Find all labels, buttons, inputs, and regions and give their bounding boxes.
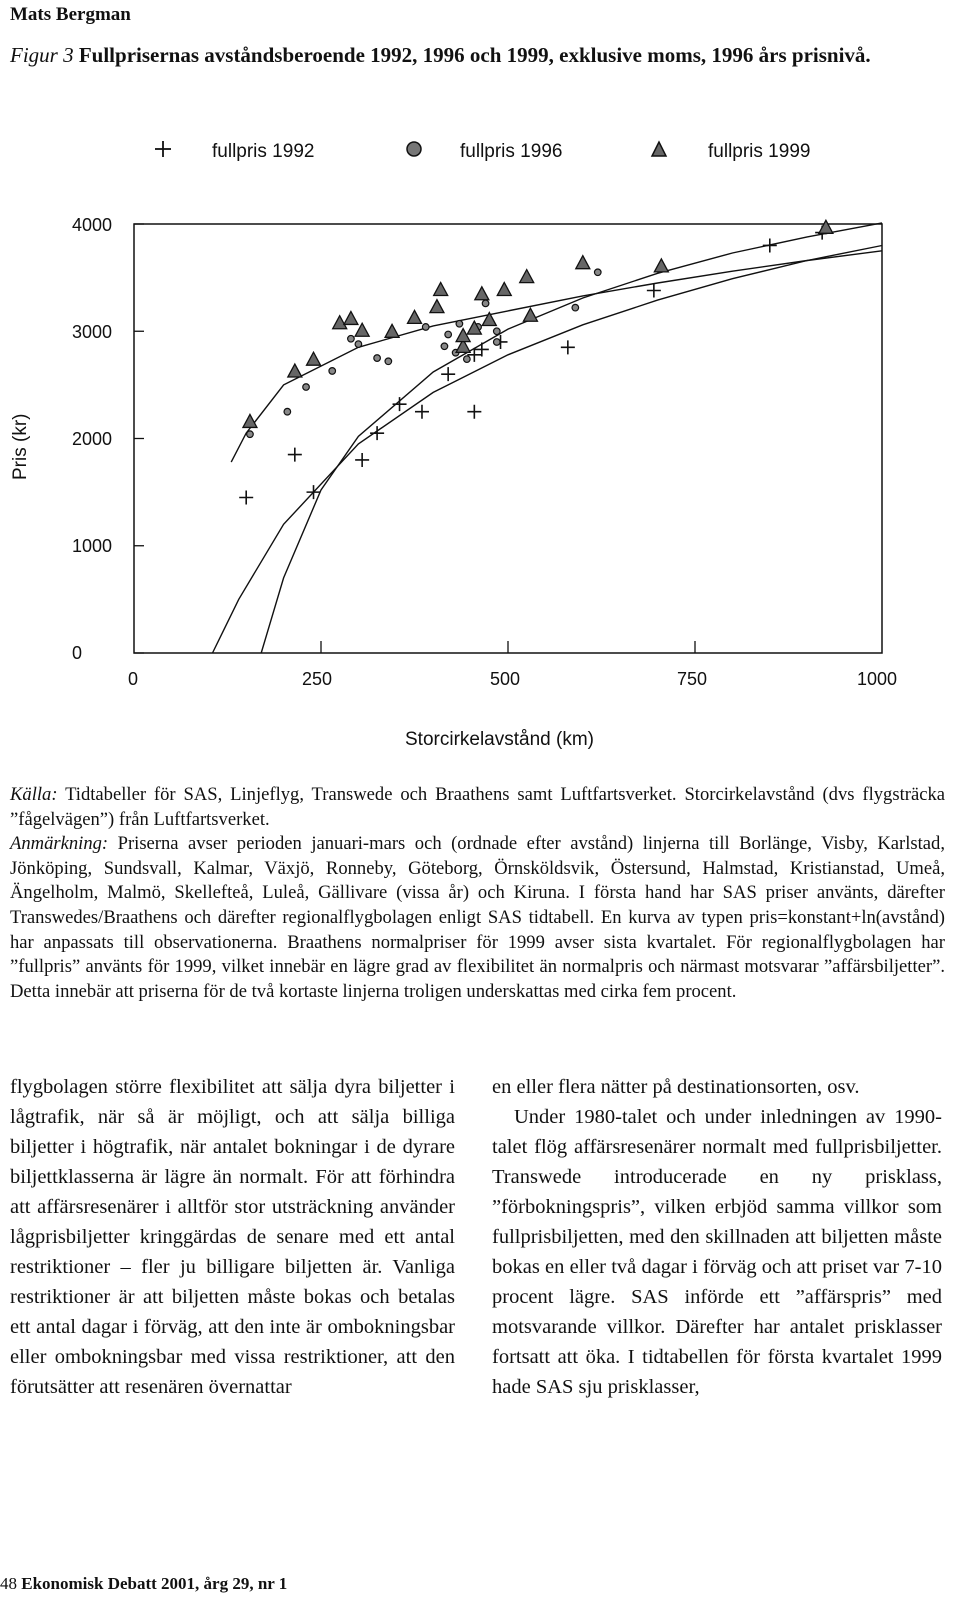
remark-label: Anmärkning: xyxy=(10,833,109,855)
point-triangle-3-6 xyxy=(355,323,369,336)
point-triangle-3-3 xyxy=(307,352,321,365)
y-tick-label-0: 0 xyxy=(72,643,83,663)
point-plus-1-1 xyxy=(239,490,253,504)
point-triangle-3-21 xyxy=(819,220,833,233)
point-circle-2-3 xyxy=(303,384,310,391)
point-triangle-3-12 xyxy=(456,329,470,342)
legend-label-1992: fullpris 1992 xyxy=(212,141,315,162)
point-triangle-3-14 xyxy=(475,287,489,300)
fitted-curve-2 xyxy=(231,251,882,462)
point-circle-2-11 xyxy=(456,320,463,327)
source-label: Källa: xyxy=(10,784,58,805)
journal-name: Ekonomisk Debatt 2001, årg 29, nr 1 xyxy=(21,1574,288,1593)
point-circle-2-2 xyxy=(284,408,291,415)
point-circle-2-20 xyxy=(594,269,601,276)
y-tick-label-3000: 3000 xyxy=(72,322,113,342)
point-circle-2-19 xyxy=(572,304,579,311)
point-circle-2-7 xyxy=(374,355,381,362)
point-plus-1-8 xyxy=(467,405,481,419)
point-triangle-3-16 xyxy=(497,282,511,295)
price-distance-chart xyxy=(0,110,960,760)
point-circle-2-8 xyxy=(385,358,392,365)
right-column-paragraph-2: Under 1980-talet och under inledningen av 1990-talet flög affärsresenärer normalt med fullprisbiljetter. Transwede introducerade en ny prisklass, ”förbokningspris”, vilken erbjöd samma villkor som fullprisbiljetten, med den skillnaden att biljetten måste bokas en eller två dagar i förväg och att priset var 7-10 procent lägre. SAS införde ett ”affärspris” med motsvarande villkor. Därefter har antalet prisklasser fortsatt att öka. I tidtabellen för första kvartalet 1999 hade SAS sju prisklasser, xyxy=(492,1106,942,1398)
y-axis-ticks xyxy=(72,215,144,663)
x-axis-title: Storcirkelavstånd (km) xyxy=(405,729,594,750)
x-tick-label-750: 750 xyxy=(677,669,708,689)
y-tick-label-4000: 4000 xyxy=(72,215,113,235)
point-plus-1-6 xyxy=(393,397,407,411)
fitted-curve-3 xyxy=(261,223,882,653)
point-triangle-3-18 xyxy=(523,308,537,321)
chart-legend xyxy=(155,141,810,162)
fitted-curve-1 xyxy=(213,246,883,654)
legend-marker-plus-1992 xyxy=(155,141,171,157)
point-triangle-3-19 xyxy=(576,256,590,269)
source-text: Tidtabeller för SAS, Linjeflyg, Transwede och Braathens samt Luftfartsverket. Storcirkelavstånd (dvs flygsträcka ”fågelvägen”) från Luftfartsverket. xyxy=(10,784,945,830)
figure-caption xyxy=(10,42,945,68)
point-triangle-3-2 xyxy=(288,364,302,377)
point-triangle-3-10 xyxy=(434,282,448,295)
x-tick-label-0: 0 xyxy=(128,669,139,689)
page-footer xyxy=(0,1574,287,1594)
point-circle-2-14 xyxy=(464,356,471,363)
x-axis-ticks xyxy=(128,641,897,689)
y-tick-label-1000: 1000 xyxy=(72,536,113,556)
point-circle-2-12 xyxy=(441,343,448,350)
point-triangle-3-20 xyxy=(654,259,668,272)
point-triangle-3-15 xyxy=(482,313,496,326)
x-tick-label-500: 500 xyxy=(490,669,521,689)
point-triangle-3-17 xyxy=(520,270,534,283)
point-plus-1-13 xyxy=(561,340,575,354)
right-column-paragraph-1: en eller flera nätter på destinationsorten, osv. xyxy=(492,1076,860,1098)
legend-marker-triangle-1999 xyxy=(652,142,666,156)
point-triangle-3-5 xyxy=(344,311,358,324)
legend-item-1999 xyxy=(652,141,810,162)
remark-note xyxy=(10,832,945,1004)
fitted-curves xyxy=(213,223,883,653)
page-number: 48 xyxy=(0,1574,17,1593)
source-note xyxy=(10,783,945,832)
point-circle-2-9 xyxy=(422,324,429,331)
point-plus-1-7 xyxy=(415,405,429,419)
figure-notes xyxy=(10,783,945,1004)
point-circle-2-16 xyxy=(482,300,489,307)
point-triangle-3-8 xyxy=(408,310,422,323)
point-triangle-3-7 xyxy=(385,324,399,337)
legend-label-1999: fullpris 1999 xyxy=(708,141,811,162)
running-head-author: Mats Bergman xyxy=(10,4,131,25)
legend-label-1996: fullpris 1996 xyxy=(460,141,563,162)
point-plus-1-2 xyxy=(288,448,302,462)
body-column-left xyxy=(10,1072,455,1402)
remark-text: Priserna avser perioden januari-mars och (ordnade efter avstånd) linjerna till Borlänge, Visby, Karlstad, Jönköping, Sundsvall, Kalmar, Växjö, Ronneby, Göteborg, Örnsköldsvik, Östersund, Halmstad, Kristianstad, Umeå, Ängelholm, Malmö, Skellefteå, Luleå, Gällivare (vissa år) och Kiruna. I första hand har SAS priser använts, därefter Transwedes/Braathens och därefter regionalflygbolagen enligt SAS tidtabell. En kurva av typen pris=konstant+ln(avstånd) har anpassats till observationerna. Braathens normalpriser för 1999 avser sista kvartalet. För regionalflygbolagen har ”fullpris” använts för 1999, vilket innebär en lägre grad av flexibilitet än normalpris och närmast motsvarar ”affärsbiljetter”. Detta innebär att priserna för de två kortaste linjerna troligen underskattas med cirka fem procent. xyxy=(10,833,945,1002)
left-column-paragraph: flygbolagen större flexibilitet att sälja dyra biljetter i lågtrafik, när så är möjligt, och att sälja billiga biljetter i högtrafik, när antalet bokningar i de dyrare biljettklasserna är lägre än normalt. För att förhindra att affärsresenärer i alltför stor utsträckning använder lågprisbiljetter kringgärdas de senare med ett antal restriktioner – fler ju billigare biljetten är. Vanliga restriktioner är att biljetten måste bokas och betalas ett antal dagar i förväg, att den inte är ombokningsbar eller ombokningsbar med vissa restriktioner, att den förutsätter att resenären övernattar xyxy=(10,1076,455,1398)
point-circle-2-5 xyxy=(348,335,355,342)
y-axis-title: Pris (kr) xyxy=(10,413,31,480)
body-column-right xyxy=(492,1072,942,1402)
point-circle-2-10 xyxy=(445,331,452,338)
y-tick-label-2000: 2000 xyxy=(72,429,113,449)
point-plus-1-9 xyxy=(441,367,455,381)
point-circle-2-1 xyxy=(247,431,254,438)
point-plus-1-14 xyxy=(647,283,661,297)
x-tick-label-250: 250 xyxy=(302,669,333,689)
point-circle-2-6 xyxy=(355,341,362,348)
x-tick-label-1000: 1000 xyxy=(857,669,898,689)
point-triangle-3-9 xyxy=(430,300,444,313)
point-circle-2-18 xyxy=(493,328,500,335)
point-circle-2-17 xyxy=(493,339,500,346)
point-circle-2-4 xyxy=(329,368,336,375)
figure-title: Fullprisernas avståndsberoende 1992, 1996 och 1999, exklusive moms, 1996 års prisnivå. xyxy=(78,43,871,67)
legend-marker-circle-1996 xyxy=(407,142,421,156)
point-plus-1-15 xyxy=(763,238,777,252)
legend-item-1996 xyxy=(407,141,562,162)
figure-label: Figur 3 xyxy=(10,43,74,67)
legend-item-1992 xyxy=(155,141,314,162)
point-plus-1-4 xyxy=(355,453,369,467)
